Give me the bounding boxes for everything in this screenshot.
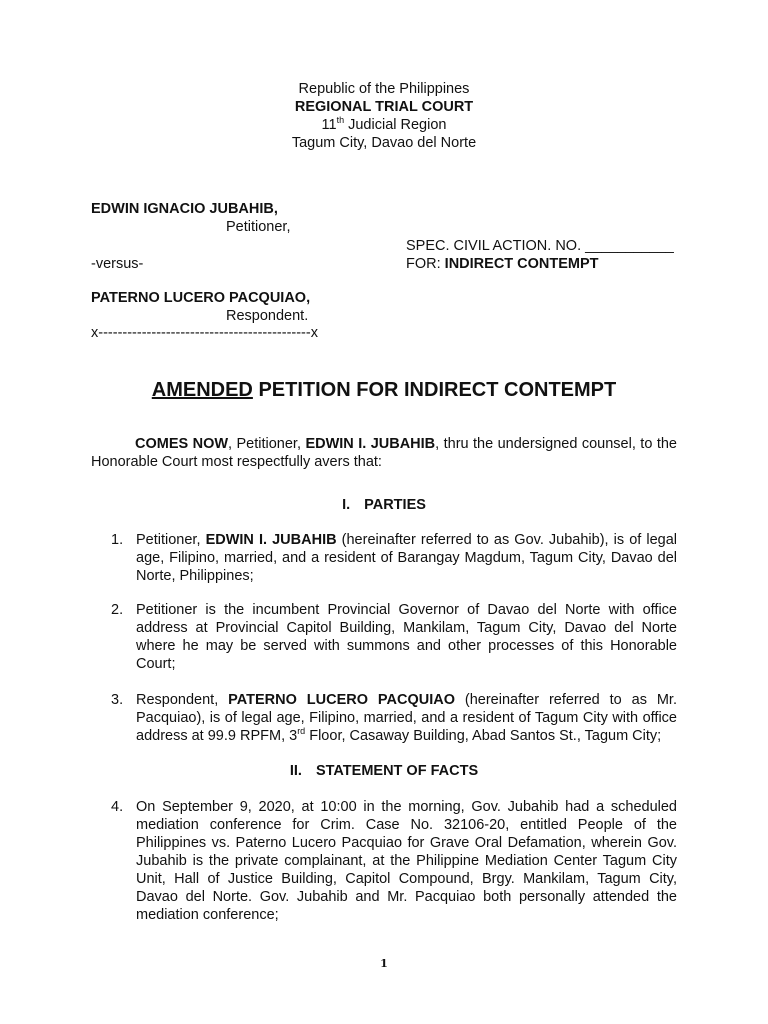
list-item: 4. On September 9, 2020, at 10:00 in the morning, Gov. Jubahib had a scheduled mediation conference for Crim. Case No. 32106-20, entitled People of the Philippines vs. Paterno Lucero Pacquiao for Grave Oral Defamation, wherein Gov. Jubahib is the private complainant, at the Philippine Mediation Center Tagum City Unit, Hall of Justice Building, Capitol Compound, Brgy. Mankilam, Tagum City, Davao del Norte. Gov. Jubahib and Mr. Pacquiao both personally attended the mediation conference; [111,799,677,923]
court-name: REGIONAL TRIAL COURT [294,99,474,115]
republic-line: Republic of the Philippines [298,81,470,97]
list-item: 1. Petitioner, EDWIN I. JUBAHIB (hereinafter referred to as Gov. Jubahib), is of legal age, Filipino, married, and a resident of Barangay Magdum, Tagum City, Davao del Norte, Philippines; [111,532,678,584]
section-heading-facts: II. STATEMENT OF FACTS [289,763,479,779]
caption-divider: x--------------------------------------------x [91,325,318,341]
page-number: 1 [380,957,388,970]
document-title: AMENDED PETITION FOR INDIRECT CONTEMPT [151,379,617,401]
intro-paragraph: COMES NOW, Petitioner, EDWIN I. JUBAHIB, thru the undersigned counsel, to the Honorable Court most respectfully avers that: [91,436,677,470]
list-item: 3. Respondent, PATERNO LUCERO PACQUIAO (hereinafter referred to as Mr. Pacquiao), is of legal age, Filipino, married, and a resident of Tagum City with office address at 99.9 RPFM, 3rd Floor, Casaway Building, Abad Santos St., Tagum City; [111,692,677,744]
list-item: 2. Petitioner is the incumbent Provincial Governor of Davao del Norte with office address at Provincial Capitol Building, Mankilam, Tagum City, Davao del Norte where he may be served with summons and other processes of this Honorable Court; [111,602,677,672]
court-city: Tagum City, Davao del Norte [291,135,477,151]
section-heading-parties: I. PARTIES [342,497,426,513]
case-nature: FOR: INDIRECT CONTEMPT [406,256,599,272]
petitioner-name: EDWIN IGNACIO JUBAHIB, [91,201,278,217]
petitioner-role: Petitioner, [226,219,291,235]
judicial-region: 11th Judicial Region [321,115,447,133]
respondent-role: Respondent. [226,308,309,324]
case-number-label: SPEC. CIVIL ACTION. NO. ___________ [406,238,674,254]
versus-label: -versus- [91,256,144,272]
court-header [0,80,768,152]
respondent-name: PATERNO LUCERO PACQUIAO, [91,290,311,306]
